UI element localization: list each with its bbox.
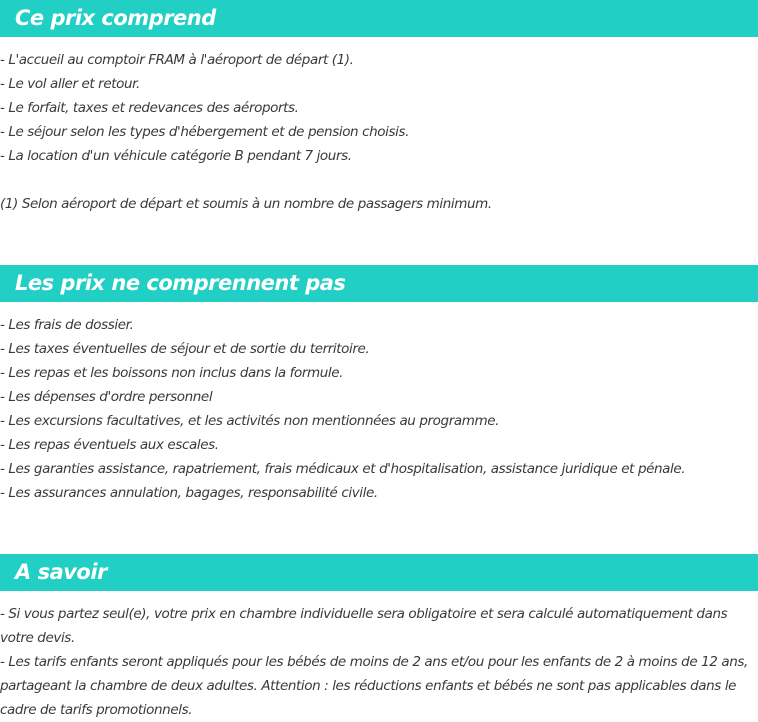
section-body [0,302,758,505]
list-item: - Les frais de dossier. [0,317,134,333]
list-item: - La location d'un véhicule catégorie B pendant 7 jours. [0,148,352,164]
list-item: - Le forfait, taxes et redevances des aéroports. [0,100,299,116]
section-good-to-know [0,554,758,722]
list-item: - Les repas éventuels aux escales. [0,437,219,453]
list-item: - Le vol aller et retour. [0,76,140,92]
section-body [0,591,758,722]
section-header [0,0,758,37]
list-item: - Les repas et les boissons non inclus dans la formule. [0,365,344,381]
list-item: - Les tarifs enfants seront appliqués pour les bébés de moins de 2 ans et/ou pour les enfants de 2 à moins de 12 ans, partageant la chambre de deux adultes. Attention : les réductions enfants et bébés ne sont pas applicables dans le cadre de tarifs promotionnels. [0,654,748,718]
spacer [0,168,758,192]
list-item: - Les assurances annulation, bagages, responsabilité civile. [0,485,378,501]
footnote: (1) Selon aéroport de départ et soumis à un nombre de passagers minimum. [0,196,492,212]
section-title: A savoir [15,560,107,584]
list-item: - Les taxes éventuelles de séjour et de sortie du territoire. [0,341,370,357]
list-item: - L'accueil au comptoir FRAM à l'aéroport de départ (1). [0,52,354,68]
section-header [0,265,758,302]
section-header [0,554,758,591]
section-title: Ce prix comprend [15,6,216,30]
list-item: - Les dépenses d'ordre personnel [0,389,213,405]
list-item: - Les excursions facultatives, et les activités non mentionnées au programme. [0,413,500,429]
section-price-includes [0,0,758,216]
list-item: - Si vous partez seul(e), votre prix en chambre individuelle sera obligatoire et sera calculé automatiquement dans votre devis. [0,606,728,646]
list-item: - Les garanties assistance, rapatriement, frais médicaux et d'hospitalisation, assistance juridique et pénale. [0,461,686,477]
section-title: Les prix ne comprennent pas [15,271,346,295]
section-body [0,37,758,216]
section-price-excludes [0,265,758,505]
list-item: - Le séjour selon les types d'hébergement et de pension choisis. [0,124,410,140]
